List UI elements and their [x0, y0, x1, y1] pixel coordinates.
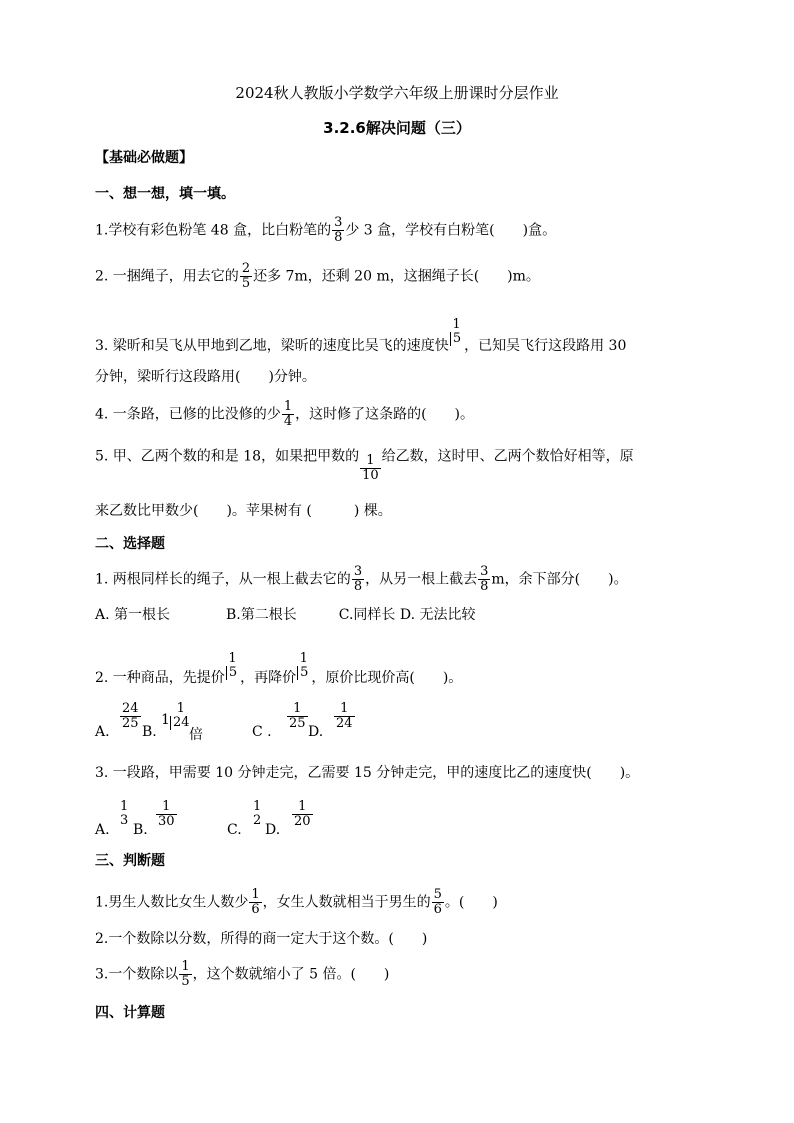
option-d-fraction: $\frac{1}{24}$	[336, 701, 353, 731]
q-text: ，再降价	[240, 670, 297, 686]
p2-q2-options	[95, 702, 495, 742]
fraction: $\frac{5}{6}$	[433, 887, 442, 917]
fraction: $\frac{3}{8}$	[480, 564, 489, 594]
q-text: ，女生人数就相当于男生的	[262, 894, 431, 911]
lesson-subtitle: 3.2.6解决问题（三）	[323, 119, 471, 137]
fraction: $\frac{1}{6}$	[251, 887, 260, 917]
option-b-label: B.	[133, 822, 148, 838]
q-text: m，余下部分( )。	[491, 571, 628, 588]
q-text: 5. 甲、乙两个数的和是 18，如果把甲数的	[95, 448, 360, 465]
fraction: $\frac{3}{8}$	[334, 215, 343, 245]
p1-question-3	[95, 317, 627, 360]
option-b-fraction: $\frac{1}{30}$	[158, 799, 175, 829]
fraction: $\frac{3}{8}$	[353, 564, 363, 594]
q-text: 还多 7m，还剩 20 m，这捆绳子长( )m。	[253, 268, 540, 285]
q-text: 。( )	[444, 894, 498, 911]
p2-question-2	[95, 651, 463, 692]
p1-question-2	[95, 262, 540, 291]
q-text: 1.学校有彩色粉笔 48 盒，比白粉笔的	[95, 222, 332, 239]
option-b-fraction: 1 24	[170, 702, 192, 730]
option-c-label: C .	[252, 724, 272, 740]
p3-question-2: 2.一个数除以分数，所得的商一定大于这个数。( )	[95, 931, 428, 947]
fraction: 1 5	[226, 652, 239, 680]
option-c-fraction: $\frac{1}{25}$	[289, 701, 306, 731]
p3-question-1	[95, 888, 498, 917]
option-c-fraction: 1 2	[253, 799, 262, 828]
option-d-label: D.	[265, 822, 281, 838]
q-text: 1.男生人数比女生人数少	[95, 894, 249, 911]
q-text: ，这时修了这条路的( )。	[295, 406, 475, 423]
q-text: ，这个数就缩小了 5 倍。( )	[192, 966, 390, 983]
part1-heading: 一、想一想，填一填。	[95, 186, 235, 202]
option-b-whole: 1	[161, 712, 170, 728]
option-d-label: D.	[308, 724, 324, 740]
fraction: 1 5	[450, 318, 463, 346]
fraction: $\frac{1}{5}$	[181, 959, 190, 989]
q-text: 1. 两根同样长的绳子，从一根上截去它的	[95, 571, 351, 588]
p1-question-3-cont: 分钟，梁昕行这段路用( )分钟。	[95, 369, 316, 385]
q-text: ，已知吴飞行这段路用 30	[464, 338, 627, 354]
fraction: $\frac{1}{10}$	[362, 453, 379, 483]
q-text: 3.一个数除以	[95, 966, 179, 983]
fraction: $\frac{2}{5}$	[241, 261, 251, 291]
option-d-fraction: $\frac{1}{20}$	[294, 799, 311, 829]
p1-question-4	[95, 400, 474, 429]
option-a-fraction: $\frac{24}{25}$	[122, 701, 139, 731]
q-text: ，从另一根上截去	[365, 571, 478, 588]
p1-question-1	[95, 216, 556, 245]
p1-question-5	[95, 442, 634, 483]
fraction: $\frac{1}{4}$	[283, 399, 293, 429]
part4-heading: 四、计算题	[95, 1005, 165, 1021]
p3-question-3	[95, 960, 389, 989]
option-a-fraction: 1 3	[120, 799, 129, 828]
q-text: 2. 一捆绳子，用去它的	[95, 268, 239, 285]
option-c-label: C.	[227, 822, 242, 838]
option-b-label: B.	[142, 724, 157, 740]
p2-q1-options: A. 第一根长 B.第二根长 C.同样长 D. 无法比较	[95, 607, 476, 623]
p1-question-5-cont: 来乙数比甲数少( )。苹果树有 ( ) 棵。	[95, 503, 392, 519]
option-a-label: A.	[95, 822, 110, 838]
q-text: 4. 一条路，已修的比没修的少	[95, 406, 281, 423]
q-text: ，原价比现价高( )。	[311, 670, 463, 686]
p2-q3-options	[95, 794, 495, 838]
q-text: 给乙数，这时甲、乙两个数恰好相等，原	[381, 448, 634, 465]
document-title: 2024秋人教版小学数学六年级上册课时分层作业	[235, 84, 559, 102]
option-b-unit: 倍	[189, 727, 203, 743]
section-basic: 【基础必做题】	[95, 150, 193, 166]
q-text: 2. 一种商品，先提价	[95, 670, 225, 686]
fraction: 1 5	[297, 652, 310, 680]
part3-heading: 三、判断题	[95, 853, 165, 869]
option-a-label: A.	[95, 724, 110, 740]
p2-question-1	[95, 565, 628, 594]
p2-question-3: 3. 一段路，甲需要 10 分钟走完，乙需要 15 分钟走完，甲的速度比乙的速度快( )。	[95, 765, 640, 781]
q-text: 少 3 盒，学校有白粉笔( )盒。	[345, 222, 557, 239]
part2-heading: 二、选择题	[95, 536, 165, 552]
q-text: 3. 梁昕和吴飞从甲地到乙地，梁昕的速度比吴飞的速度快	[95, 338, 449, 354]
